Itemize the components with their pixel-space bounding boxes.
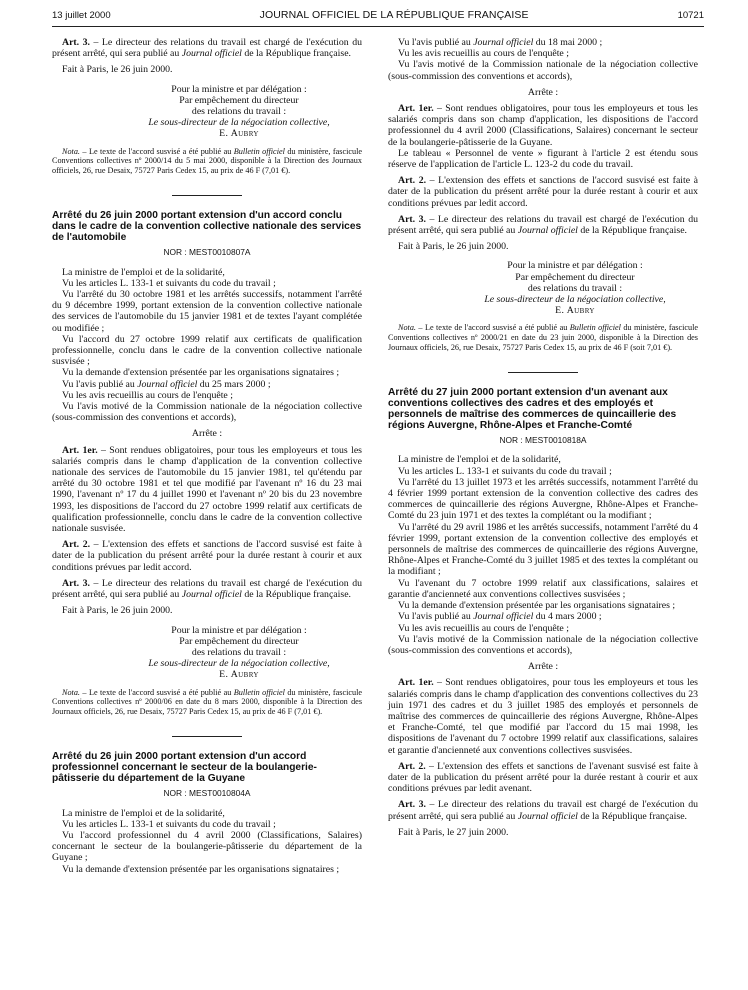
article-3: Art. 3. – Le directeur des relations du travail est chargé de l'exécution du présent arrêté, qui sera publié au Journal officiel de la République française. — [52, 37, 362, 60]
article-1: Art. 1er. – Sont rendues obligatoires, pour tous les employeurs et tous les salariés compris dans son champ d'application, les dispositions de l'accord professionnel du 4 avril 2000 (Classifications, Salaires) concernant le secteur de la boulangerie-pâtisserie de la Guyane. — [388, 103, 698, 148]
decree-heading: Arrêté du 26 juin 2000 portant extension d'un accord conclu dans le cadre de la convention collective nationale des services de l'automobile — [52, 210, 362, 244]
separator — [508, 372, 578, 373]
nota: Nota. – Le texte de l'accord susvisé a été publié au Bulletin officiel du ministère, fascicule Conventions collectives nº 2000/06 en date du 8 mars 2000, disponible à la Direction des Journaux officiels, 26, rue Desaix, 75727 Paris Cedex 15, au prix de 46 F (7,01 €). — [52, 687, 362, 716]
signature-block: Pour la ministre et par délégation : Par empêchement du directeur des relations du travail : Le sous-directeur de la négociation collective, E. Aubry — [484, 260, 666, 317]
arrete-label: Arrête : — [527, 86, 559, 98]
nor-code: NOR : MEST0010818A — [499, 435, 587, 446]
nota: Nota. – Le texte de l'accord susvisé a été publié au Bulletin officiel du ministère, fascicule Conventions collectives nº 2000/21 en date du 23 juin 2000, disponible à la Direction des Journaux officiels, 26, rue Desaix, 75727 Paris Cedex 15, au prix de 46 F (soit 7,01 €). — [388, 323, 698, 352]
article-2: Art. 2. – L'extension des effets et sanctions de l'accord susvisé est faite à dater de la publication du présent arrêté pour la durée restant à courir et aux conditions prévues par ledit accord. — [388, 175, 698, 209]
arrete-label: Arrête : — [527, 661, 559, 673]
signature-block: Pour la ministre et par délégation : Par empêchement du directeur des relations du travail : Le sous-directeur de la négociation collective, E. Aubry — [148, 83, 330, 140]
separator — [172, 736, 242, 737]
header-title: JOURNAL OFFICIEL DE LA RÉPUBLIQUE FRANÇAISE — [259, 9, 529, 21]
right-column: Vu l'avis publié au Journal officiel du 18 mai 2000 ; Vu les avis recueillis au cours de l'enquête ; Vu l'avis motivé de la Commission nationale de la négociation collective (sous-commission des conventions et accords), Arrête : Art. 1er. – Sont rendues obligatoires, pour tous les employeurs et tous les salariés compris dans son champ d'application, les dispositions de l'accord professionnel du 4 avril 2000 (Classifications, Salaires) concernant le secteur de la boulangerie-pâtisserie de la Guyane. Le tableau « Personnel de vente » figurant à l'article 2 est étendu sous réserve de l'application de l'article L. 123-2 du code du travail. Art. 2. – L'extension des effets et sanctions de l'accord susvisé est faite à dater de la publication du présent arrêté pour la durée restant à courir et aux conditions prévues par ledit accord. Art. 3. – Le directeur des relations du travail est chargé de l'exécution du présent arrêté, qui sera publié au Journal officiel de la République française. Fait à Paris, le 26 juin 2000. Pour la ministre et par délégation : Par empêchement du directeur des relations du travail : Le sous-directeur de la négociation collective, E. Aubry Nota. – Le texte de l'accord susvisé a été publié au Bulletin officiel du ministère, fascicule Conventions collectives nº 2000/21 en date du 23 juin 2000, disponible à la Direction des Journaux officiels, 26, rue Desaix, 75727 Paris Cedex 15, au prix de 46 F (soit 7,01 €). Arrêté du 27 juin 2000 portant extension d'un avenant aux conventions collectives des cadres et des employés et personnels de maîtrise des commerces de quincaillerie des régions Auvergne, Rhône-Alpes et Franche-Comté NOR : MEST0010818A La ministre de l'emploi et de la solidarité, Vu les articles L. 133-1 et suivants du code du travail ; Vu l'arrêté du 13 juillet 1973 et les arrêtés successifs, notamment l'arrêté du 4 février 1999 portant extension de la convention collective des cadres des commerces de quincaillerie des régions Auvergne, Rhône-Alpes et Franche-Comté du 23 juin 1971 et des textes la complétant ou la modifiant ; Vu l'arrêté du 29 avril 1986 et les arrêtés successifs, notamment l'arrêté du 4 février 1999, portant extension de la convention collective des employés et personnels de maîtrise des commerces de quincaillerie des régions Auvergne, Rhône-Alpes et Franche-Comté du 3 juillet 1985 et des textes la complétant ou la modifiant ; Vu l'avenant du 7 octobre 1999 relatif aux classifications, salaires et garantie d'ancienneté aux conventions collectives susvisées ; Vu la demande d'extension présentée par les organisations signataires ; Vu l'avis publié au Journal officiel du 4 mars 2000 ; Vu les avis recueillis au cours de l'enquête ; Vu l'avis motivé de la Commission nationale de la négociation collective (sous-commission des conventions et accords), Arrête : Art. 1er. – Sont rendues obligatoires, pour tous les employeurs et tous les salariés compris dans le champ d'application des conventions collectives du 23 juin 1971 des cadres et du 3 juillet 1985 des employés et personnels de maîtrise des commerces de quincaillerie des régions Auvergne, Rhône-Alpes et Franche-Comté, tel que modifié par l'accord du 15 mai 1998, les dispositions de l'avenant du 7 octobre 1999 relatif aux classifications, salaires et garantie d'ancienneté aux conventions collectives susvisées. Art. 2. – L'extension des effets et sanctions de l'avenant susvisé est faite à dater de la publication du présent arrêté pour la durée restant à courir et aux conditions prévues par ledit avenant. Art. 3. – Le directeur des relations du travail est chargé de l'exécution du présent arrêté, qui sera publié au Journal officiel de la République française. Fait à Paris, le 27 juin 2000. — [388, 37, 698, 838]
columns — [52, 37, 708, 875]
decree-heading: Arrêté du 26 juin 2000 portant extension d'un accord professionnel concernant le secteur de la boulangerie-pâtisserie du département de la Guyane — [52, 751, 317, 785]
fait-a-paris: Fait à Paris, le 27 juin 2000. — [398, 826, 509, 838]
article-1: Art. 1er. – Sont rendues obligatoires, pour tous les employeurs et tous les salariés compris dans le champ d'application des conventions collectives du 23 juin 1971 des cadres et du 3 juillet 1985 des employés et personnels de maîtrise des commerces de quincaillerie des régions Auvergne, Rhône-Alpes et Franche-Comté, tel que modifié par l'accord du 15 mai 1998, les dispositions de l'avenant du 7 octobre 1999 relatif aux classifications, salaires et garantie d'ancienneté aux conventions collectives susvisées. — [388, 677, 698, 756]
nor-code: NOR : MEST0010804A — [163, 788, 251, 799]
article-2: Art. 2. – L'extension des effets et sanctions de l'accord susvisé est faite à dater de la publication du présent arrêté pour la durée restant à courir et aux conditions prévues par ledit accord. — [52, 539, 362, 573]
left-column: Art. 3. – Le directeur des relations du travail est chargé de l'exécution du présent arrêté, qui sera publié au Journal officiel de la République française. Fait à Paris, le 26 juin 2000. Pour la ministre et par délégation : Par empêchement du directeur des relations du travail : Le sous-directeur de la négociation collective, E. Aubry Nota. – Le texte de l'accord susvisé a été publié au Bulletin officiel du ministère, fascicule Conventions collectives nº 2000/14 du 5 mai 2000, disponible à la Direction des Journaux officiels, 26, rue Desaix, 75727 Paris Cedex 15, au prix de 46 F (7,01 €). Arrêté du 26 juin 2000 portant extension d'un accord conclu dans le cadre de la convention collective nationale des services de l'automobile NOR : MEST0010807A La ministre de l'emploi et de la solidarité, Vu les articles L. 133-1 et suivants du code du travail ; Vu l'arrêté du 30 octobre 1981 et les arrêtés successifs, notamment l'arrêté du 9 décembre 1999, portant extension de la convention collective nationale des services de l'automobile du 15 janvier 1981 et de textes l'ayant complétée ou modifiée ; Vu l'accord du 27 octobre 1999 relatif aux certificats de qualification professionnelle, conclu dans le cadre de la convention collective nationale susvisée ; Vu la demande d'extension présentée par les organisations signataires ; Vu l'avis publié au Journal officiel du 25 mars 2000 ; Vu les avis recueillis au cours de l'enquête ; Vu l'avis motivé de la Commission nationale de la négociation collective (sous-commission des conventions et accords), Arrête : Art. 1er. – Sont rendues obligatoires, pour tous les employeurs et tous les salariés compris dans le champ d'application de la convention collective nationale des services de l'automobile du 15 janvier 1981, tel qu'étendu par arrêté du 30 octobre 1981 et tel que modifié par l'avenant nº 16 du 23 mai 1990, l'avenant nº 17 du 4 juillet 1990 et l'avenant nº 20 bis du 23 novembre 1993, les dispositions de l'accord du 27 octobre 1999 relatif aux certificats de qualification professionnelle, conclu dans le cadre de la convention collective nationale susvisée. Art. 2. – L'extension des effets et sanctions de l'accord susvisé est faite à dater de la publication du présent arrêté pour la durée restant à courir et aux conditions prévues par ledit accord. Art. 3. – Le directeur des relations du travail est chargé de l'exécution du présent arrêté, qui sera publié au Journal officiel de la République française. Fait à Paris, le 26 juin 2000. Pour la ministre et par délégation : Par empêchement du directeur des relations du travail : Le sous-directeur de la négociation collective, E. Aubry Nota. – Le texte de l'accord susvisé a été publié au Bulletin officiel du ministère, fascicule Conventions collectives nº 2000/06 en date du 8 mars 2000, disponible à la Direction des Journaux officiels, 26, rue Desaix, 75727 Paris Cedex 15, au prix de 46 F (7,01 €). Arrêté du 26 juin 2000 portant extension d'un accord professionnel concernant le secteur de la boulangerie-pâtisserie du département de la Guyane NOR : MEST0010804A La ministre de l'emploi et de la solidarité, Vu les articles L. 133-1 et suivants du code du travail ; Vu l'accord professionnel du 4 avril 2000 (Classifications, Salaires) concernant le secteur de la boulangerie-pâtisserie du département de la Guyane ; Vu la demande d'extension présentée par les organisations signataires ; — [52, 37, 362, 875]
signature-block: Pour la ministre et par délégation : Par empêchement du directeur des relations du travail : Le sous-directeur de la négociation collective, E. Aubry — [148, 624, 330, 681]
nor-code: NOR : MEST0010807A — [163, 247, 251, 258]
decree-heading: Arrêté du 27 juin 2000 portant extension d'un avenant aux conventions collectives des cadres et des employés et personnels de maîtrise des commerces de quincaillerie des régions Auvergne, Rhône-Alpes et Franche-Comté — [388, 387, 677, 432]
header-date: 13 juillet 2000 — [52, 10, 111, 21]
separator — [172, 195, 242, 196]
article-3: Art. 3. – Le directeur des relations du travail est chargé de l'exécution du présent arrêté, qui sera publié au Journal officiel de la République française. — [388, 799, 698, 822]
nota: Nota. – Le texte de l'accord susvisé a été publié au Bulletin officiel du ministère, fascicule Conventions collectives nº 2000/14 du 5 mai 2000, disponible à la Direction des Journaux officiels, 26, rue Desaix, 75727 Paris Cedex 15, au prix de 46 F (7,01 €). — [52, 146, 362, 175]
article-1: Art. 1er. – Sont rendues obligatoires, pour tous les employeurs et tous les salariés compris dans le champ d'application de la convention collective nationale des services de l'automobile du 15 janvier 1981, tel qu'étendu par arrêté du 30 octobre 1981 et tel que modifié par l'avenant nº 16 du 23 mai 1990, l'avenant nº 17 du 4 juillet 1990 et l'avenant nº 20 bis du 23 novembre 1993, les dispositions de l'accord du 27 octobre 1999 relatif aux certificats de qualification professionnelle, conclu dans le cadre de la convention collective nationale susvisée. — [52, 444, 362, 535]
tableau-note: Le tableau « Personnel de vente » figurant à l'article 2 est étendu sous réserve de l'application de l'article L. 123-2 du code du travail. — [388, 147, 698, 171]
header-page-number: 10721 — [677, 10, 704, 21]
article-3: Art. 3. – Le directeur des relations du travail est chargé de l'exécution du présent arrêté, qui sera publié au Journal officiel de la République française. — [388, 213, 698, 237]
article-3: Art. 3. – Le directeur des relations du travail est chargé de l'exécution du présent arrêté, qui sera publié au Journal officiel de la République française. — [52, 577, 362, 601]
fait-a-paris: Fait à Paris, le 26 juin 2000. — [62, 64, 173, 76]
page-header — [52, 10, 704, 27]
article-2: Art. 2. – L'extension des effets et sanctions de l'avenant susvisé est faite à dater de la publication du présent arrêté pour la durée restant à courir et aux conditions prévues par ledit avenant. — [388, 760, 698, 795]
arrete-label: Arrête : — [191, 428, 223, 440]
